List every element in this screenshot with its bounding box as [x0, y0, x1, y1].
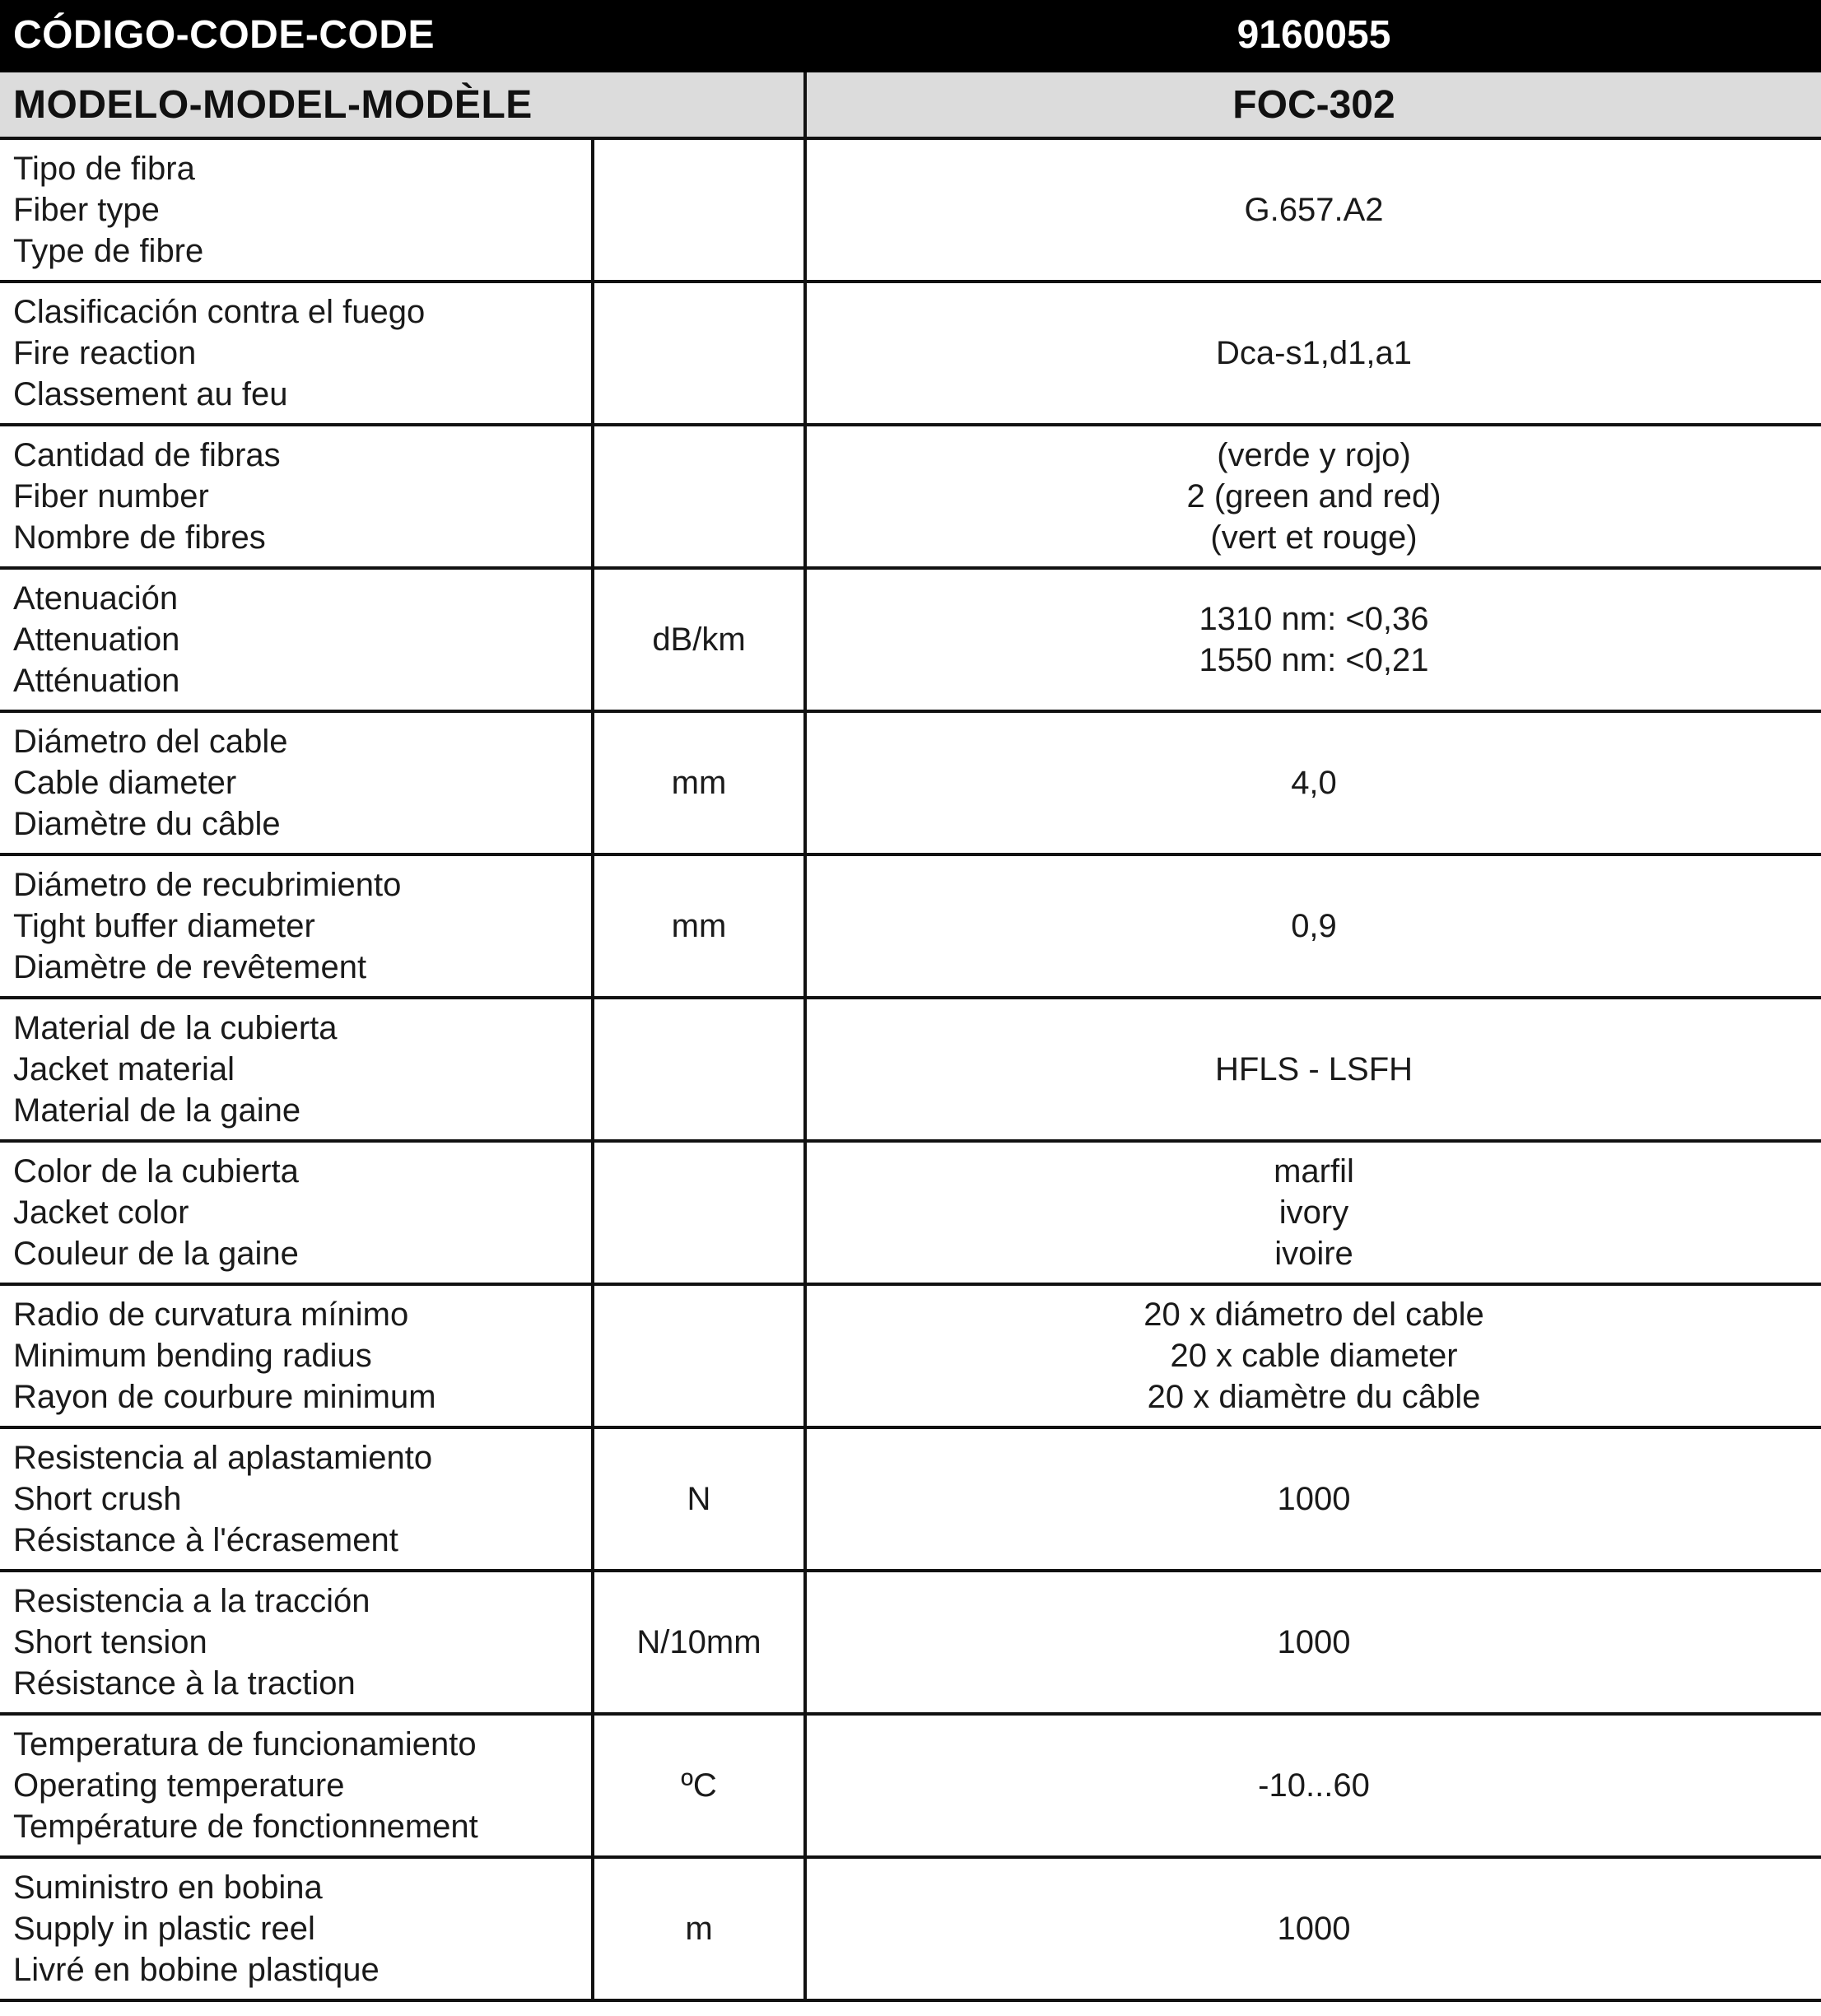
spec-unit: ºC — [593, 1714, 805, 1857]
spec-value — [805, 568, 1821, 711]
spec-label — [0, 1571, 593, 1714]
spec-label — [0, 568, 593, 711]
spec-label-line: Rayon de courbure minimum — [13, 1379, 436, 1415]
spec-label-line: Resistencia al aplastamiento — [13, 1440, 433, 1476]
spec-value — [805, 138, 1821, 282]
spec-unit: N/10mm — [593, 1571, 805, 1714]
spec-value-line: 1000 — [1277, 1624, 1351, 1660]
spec-unit: mm — [593, 711, 805, 854]
spec-value — [805, 1857, 1821, 2000]
code-value: 9160055 — [805, 0, 1821, 71]
spec-label-line: Livré en bobine plastique — [13, 1952, 380, 1988]
spec-row — [0, 1427, 1821, 1571]
spec-value-line: Dca-s1,d1,a1 — [1216, 335, 1412, 371]
spec-row — [0, 425, 1821, 568]
spec-label — [0, 711, 593, 854]
spec-label-line: Operating temperature — [13, 1767, 345, 1804]
spec-row — [0, 1141, 1821, 1284]
spec-value-line: -10...60 — [1258, 1767, 1370, 1804]
spec-label-line: Couleur de la gaine — [13, 1236, 299, 1272]
spec-unit — [593, 998, 805, 1141]
spec-unit: m — [593, 1857, 805, 2000]
spec-label-line: Résistance à la traction — [13, 1665, 356, 1702]
spec-label-line: Clasificación contra el fuego — [13, 294, 426, 330]
spec-label-line: Tight buffer diameter — [13, 908, 315, 944]
spec-unit — [593, 425, 805, 568]
spec-value-line: 0,9 — [1291, 908, 1337, 944]
spec-label-line: Tipo de fibra — [13, 151, 195, 187]
spec-label — [0, 854, 593, 998]
spec-label-line: Attenuation — [13, 622, 180, 658]
spec-unit: mm — [593, 854, 805, 998]
spec-row — [0, 854, 1821, 998]
spec-label-line: Classement au feu — [13, 376, 288, 412]
spec-value-line: 1000 — [1277, 1481, 1351, 1517]
spec-value — [805, 1141, 1821, 1284]
spec-label-line: Radio de curvatura mínimo — [13, 1297, 409, 1333]
spec-label — [0, 998, 593, 1141]
spec-label-line: Suministro en bobina — [13, 1869, 323, 1906]
spec-value-line: G.657.A2 — [1244, 192, 1384, 228]
code-label: CÓDIGO-CODE-CODE — [0, 0, 805, 71]
spec-label-line: Fiber type — [13, 192, 160, 228]
spec-row — [0, 1284, 1821, 1427]
spec-label-line: Fire reaction — [13, 335, 197, 371]
spec-row — [0, 1714, 1821, 1857]
model-row — [0, 71, 1821, 138]
spec-label-line: Diamètre de revêtement — [13, 949, 367, 985]
spec-label-line: Atenuación — [13, 580, 179, 617]
spec-label-line: Jacket material — [13, 1051, 235, 1087]
model-value: FOC-302 — [805, 71, 1821, 138]
spec-label-line: Température de fonctionnement — [13, 1809, 478, 1845]
spec-label-line: Temperatura de funcionamiento — [13, 1726, 477, 1762]
spec-value-line: 4,0 — [1291, 765, 1337, 801]
model-label: MODELO-MODEL-MODÈLE — [0, 71, 805, 138]
spec-label-line: Type de fibre — [13, 233, 204, 269]
spec-label-line: Résistance à l'écrasement — [13, 1522, 398, 1558]
spec-label-line: Cable diameter — [13, 765, 237, 801]
spec-row — [0, 568, 1821, 711]
spec-value — [805, 425, 1821, 568]
spec-label — [0, 1857, 593, 2000]
spec-unit — [593, 282, 805, 425]
spec-label-line: Atténuation — [13, 663, 180, 699]
code-row — [0, 0, 1821, 71]
spec-unit — [593, 1141, 805, 1284]
spec-unit: N — [593, 1427, 805, 1571]
spec-value — [805, 282, 1821, 425]
spec-value-line: (verde y rojo) — [1217, 437, 1411, 473]
spec-value-line: 2 (green and red) — [1186, 478, 1441, 514]
spec-row — [0, 1571, 1821, 1714]
spec-label — [0, 1284, 593, 1427]
spec-value — [805, 1427, 1821, 1571]
spec-value-line: 20 x cable diameter — [1170, 1338, 1458, 1374]
spec-value — [805, 1284, 1821, 1427]
spec-label-line: Color de la cubierta — [13, 1153, 299, 1190]
spec-unit — [593, 138, 805, 282]
spec-label-line: Minimum bending radius — [13, 1338, 372, 1374]
spec-value — [805, 1571, 1821, 1714]
spec-value-line: marfil — [1274, 1153, 1354, 1190]
spec-value — [805, 711, 1821, 854]
spec-value-line: 20 x diámetro del cable — [1143, 1297, 1484, 1333]
spec-label-line: Supply in plastic reel — [13, 1911, 315, 1947]
spec-unit — [593, 1284, 805, 1427]
spec-value-line: ivory — [1278, 1194, 1349, 1231]
spec-value-line: 1550 nm: <0,21 — [1199, 642, 1429, 678]
spec-label-line: Short tension — [13, 1624, 207, 1660]
spec-row — [0, 711, 1821, 854]
spec-label-line: Cantidad de fibras — [13, 437, 281, 473]
spec-label-line: Short crush — [13, 1481, 182, 1517]
spec-value — [805, 1714, 1821, 1857]
spec-label-line: Resistencia a la tracción — [13, 1583, 370, 1619]
spec-label-line: Diamètre du câble — [13, 806, 281, 842]
spec-label — [0, 138, 593, 282]
spec-value-line: 1000 — [1277, 1911, 1351, 1947]
spec-value-line: (vert et rouge) — [1210, 519, 1418, 556]
spec-value-line: HFLS - LSFH — [1214, 1051, 1413, 1087]
spec-value — [805, 998, 1821, 1141]
spec-row — [0, 998, 1821, 1141]
spec-label-line: Fiber number — [13, 478, 209, 514]
spec-label-line: Diámetro del cable — [13, 724, 288, 760]
spec-label — [0, 1714, 593, 1857]
spec-label — [0, 425, 593, 568]
spec-unit: dB/km — [593, 568, 805, 711]
spec-value — [805, 854, 1821, 998]
spec-value-line: 1310 nm: <0,36 — [1199, 601, 1429, 637]
spec-value-line: 20 x diamètre du câble — [1147, 1379, 1481, 1415]
spec-label-line: Material de la gaine — [13, 1092, 301, 1129]
spec-label — [0, 1427, 593, 1571]
spec-value-line: ivoire — [1274, 1236, 1353, 1272]
spec-row — [0, 138, 1821, 282]
spec-label-line: Diámetro de recubrimiento — [13, 867, 402, 903]
spec-label-line: Material de la cubierta — [13, 1010, 338, 1046]
spec-label-line: Jacket color — [13, 1194, 189, 1231]
spec-row — [0, 1857, 1821, 2000]
spec-label — [0, 282, 593, 425]
spec-label-line: Nombre de fibres — [13, 519, 266, 556]
spec-row — [0, 282, 1821, 425]
spec-label — [0, 1141, 593, 1284]
